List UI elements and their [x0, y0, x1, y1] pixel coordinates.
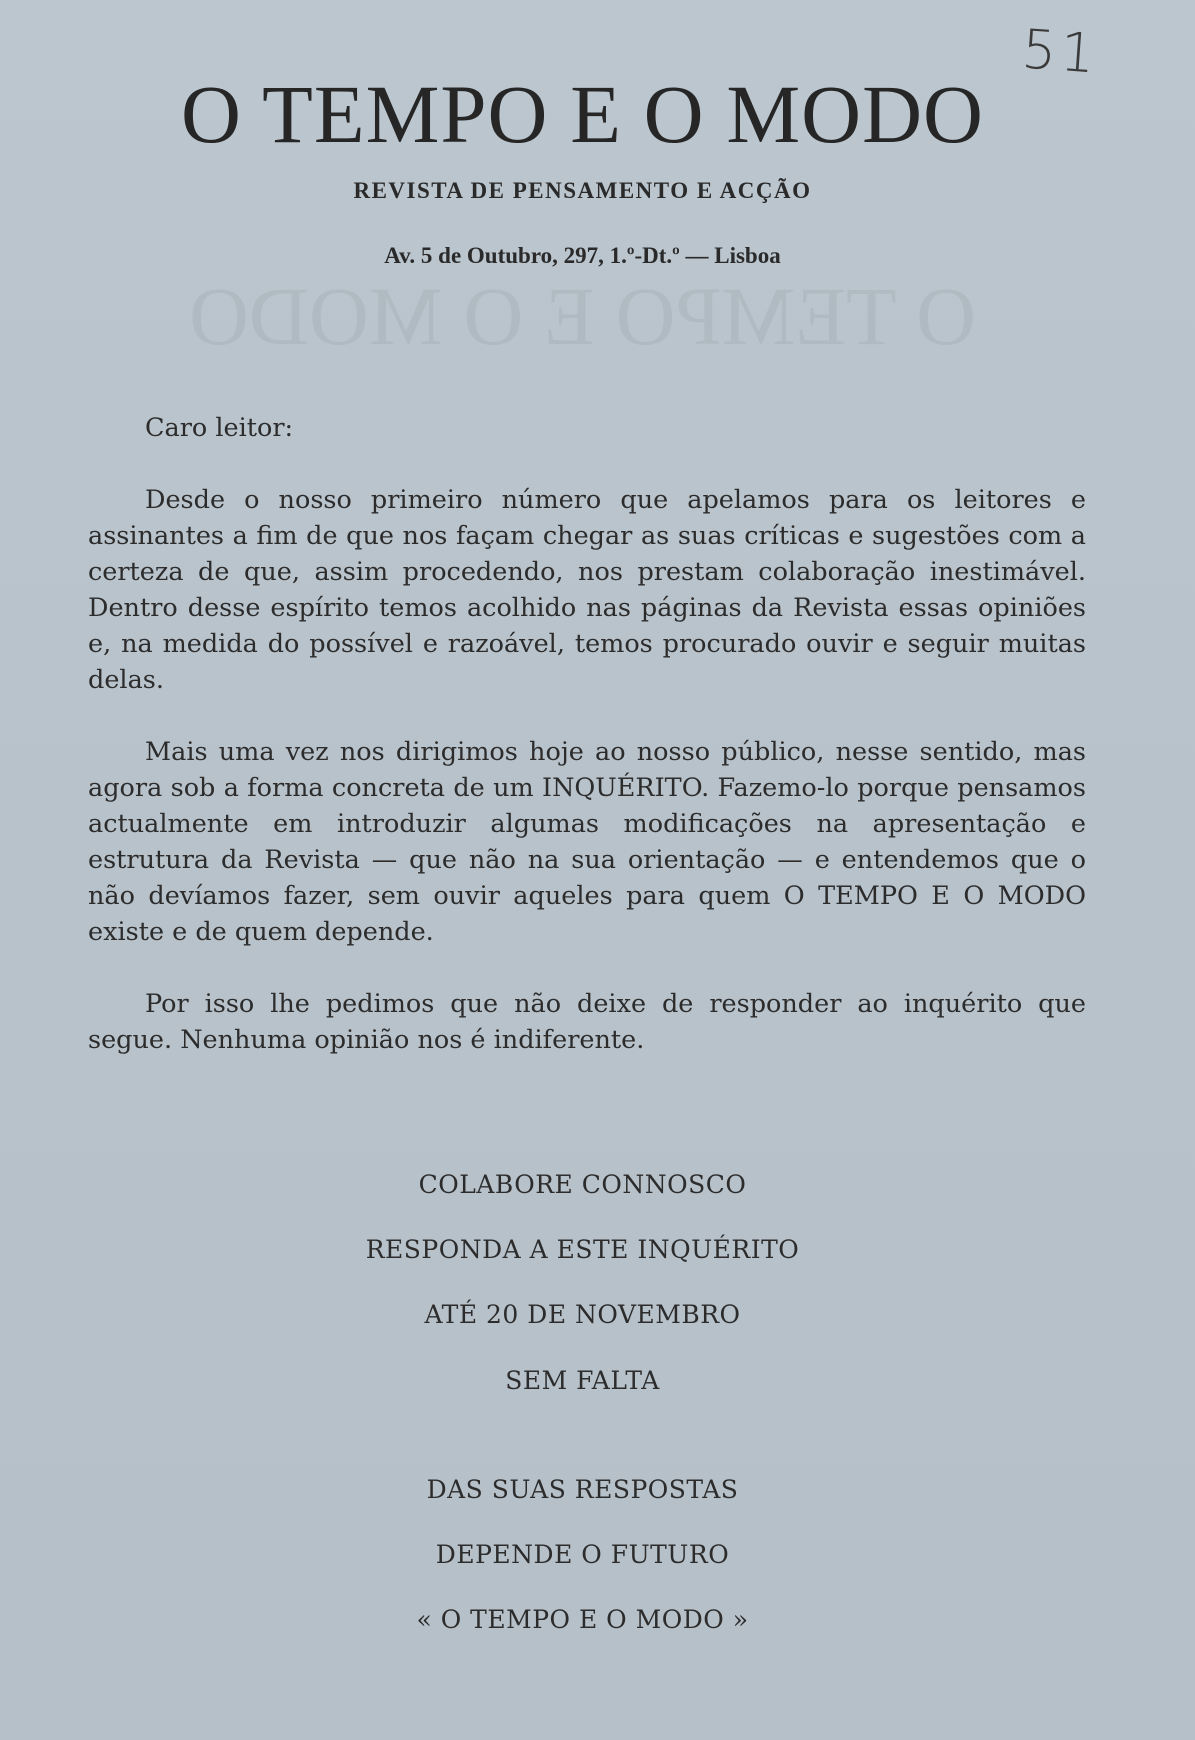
- letter-greeting: Caro leitor:: [145, 413, 294, 443]
- letter-body: [88, 410, 1086, 1094]
- callout-line-6: DEPENDE O FUTURO: [435, 1540, 730, 1569]
- callout-line-5: DAS SUAS RESPOSTAS: [426, 1475, 739, 1504]
- callout-line-4: SEM FALTA: [505, 1366, 660, 1395]
- handwritten-page-number: 51: [1019, 17, 1101, 86]
- callout-line-3: ATÉ 20 DE NOVEMBRO: [424, 1300, 741, 1329]
- masthead-title: O TEMPO E O MODO: [180, 68, 984, 160]
- callout-line-2: RESPONDA A ESTE INQUÉRITO: [365, 1235, 800, 1264]
- masthead-subtitle: REVISTA DE PENSAMENTO E ACÇÃO: [353, 178, 812, 203]
- callout-line-7: « O TEMPO E O MODO »: [416, 1605, 749, 1634]
- letter-paragraph-2: Mais uma vez nos dirigimos hoje ao nosso público, nesse sentido, mas agora sob a forma concreta de um INQUÉRITO. Fazemo-lo porque pensamos actualmente em introduzir algumas modificações na apresentação e estrutura da Revista — que não na sua orientação — e entendemos que o não devíamos fazer, sem ouvir aqueles para quem O TEMPO E O MODO existe e de quem depende.: [88, 737, 1086, 947]
- bleed-through-title: O TEMPO E O MODO: [189, 270, 977, 362]
- letter-paragraph-3: Por isso lhe pedimos que não deixe de responder ao inquérito que segue. Nenhuma opinião nos é indiferente.: [88, 989, 1086, 1055]
- masthead-address: Av. 5 de Outubro, 297, 1.º-Dt.º — Lisboa: [384, 243, 781, 268]
- callout-line-1: COLABORE CONNOSCO: [418, 1170, 747, 1199]
- letter-paragraph-1: Desde o nosso primeiro número que apelamos para os leitores e assinantes a fim de que nos façam chegar as suas críticas e sugestões com a certeza de que, assim procedendo, nos prestam colaboração inestimável. Dentro desse espírito temos acolhido nas páginas da Revista essas opiniões e, na medida do possível e razoável, temos procurado ouvir e seguir muitas delas.: [88, 485, 1086, 695]
